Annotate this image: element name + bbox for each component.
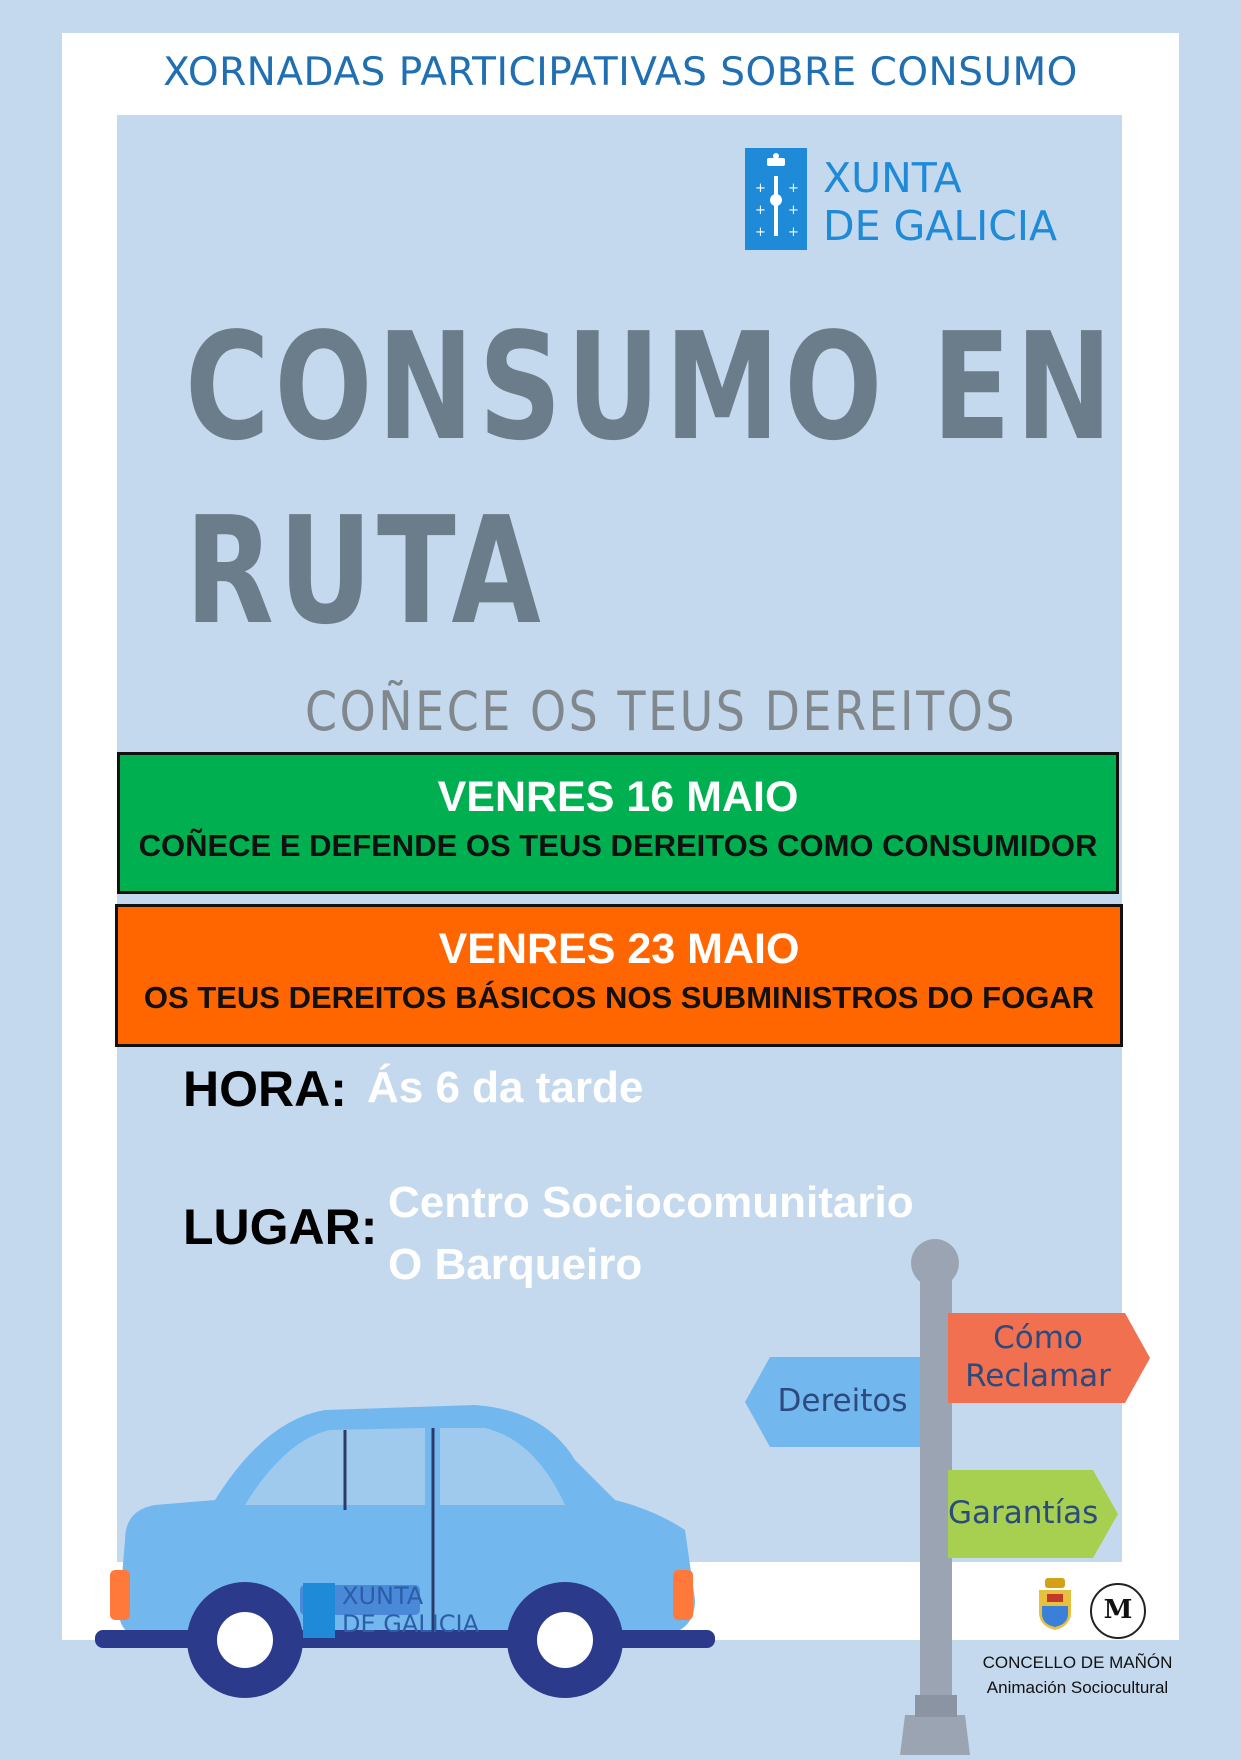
sign-dereitos-label: Dereitos [777, 1383, 908, 1419]
footer-line2: Animación Sociocultural [986, 1678, 1169, 1697]
xunta-logo-text [823, 154, 1057, 250]
svg-text:+: + [788, 225, 799, 240]
sign-dereitos [745, 1357, 920, 1447]
place-line1: Centro Sociocomunitario [388, 1178, 914, 1227]
event-description: OS TEUS DEREITOS BÁSICOS NOS SUBMINISTROS DO FOGAR [143, 980, 1095, 1015]
sign-garantias [948, 1470, 1118, 1558]
svg-text:+: + [788, 181, 799, 196]
event-description: COÑECE E DEFENDE OS TEUS DEREITOS COMO CONSUMIDOR [138, 828, 1098, 863]
car-illustration [95, 1400, 715, 1700]
animacion-logo-icon [1090, 1583, 1146, 1639]
svg-text:M: M [1103, 1595, 1133, 1625]
svg-text:+: + [755, 225, 766, 240]
car-logo-shield-icon [303, 1583, 335, 1638]
event-box-2 [115, 904, 1123, 1047]
time-value: Ás 6 da tarde [367, 1063, 644, 1112]
time-label: HORA: [183, 1061, 347, 1117]
footer-line1: CONCELLO DE MAÑÓN [982, 1653, 1173, 1672]
xunta-logo [745, 148, 1065, 250]
svg-text:+: + [788, 203, 799, 218]
subtitle: COÑECE OS TEUS DEREITOS [305, 680, 1018, 743]
main-title [185, 295, 1117, 663]
main-title-line1: CONSUMO EN [185, 301, 1117, 473]
xunta-logo-line1: XUNTA [823, 154, 962, 202]
place-label: LUGAR: [183, 1199, 378, 1255]
concello-crest-icon [1037, 1578, 1073, 1630]
event-date: VENRES 16 MAIO [437, 773, 799, 821]
xunta-shield-icon [745, 148, 807, 250]
car-logo-line1: XUNTA [342, 1582, 424, 1610]
sign-garantias-label: Garantías [948, 1495, 1099, 1531]
sign-como-reclamar-label [948, 1319, 1128, 1395]
car-logo-line2: DE GALICIA [342, 1610, 479, 1638]
sign-como-line: Cómo [993, 1320, 1083, 1356]
svg-text:+: + [755, 203, 766, 218]
event-box-1 [117, 752, 1119, 894]
sign-como-reclamar [948, 1313, 1150, 1403]
svg-text:+: + [755, 181, 766, 196]
event-date: VENRES 23 MAIO [438, 925, 800, 973]
main-title-line2: RUTA [185, 485, 546, 657]
car-logo-text [342, 1582, 479, 1638]
sign-reclamar-line: Reclamar [965, 1358, 1111, 1394]
xunta-logo-line2: DE GALICIA [823, 202, 1058, 250]
header-title: XORNADAS PARTICIPATIVAS SOBRE CONSUMO [163, 50, 1078, 95]
place-line2: O Barqueiro [388, 1240, 643, 1289]
